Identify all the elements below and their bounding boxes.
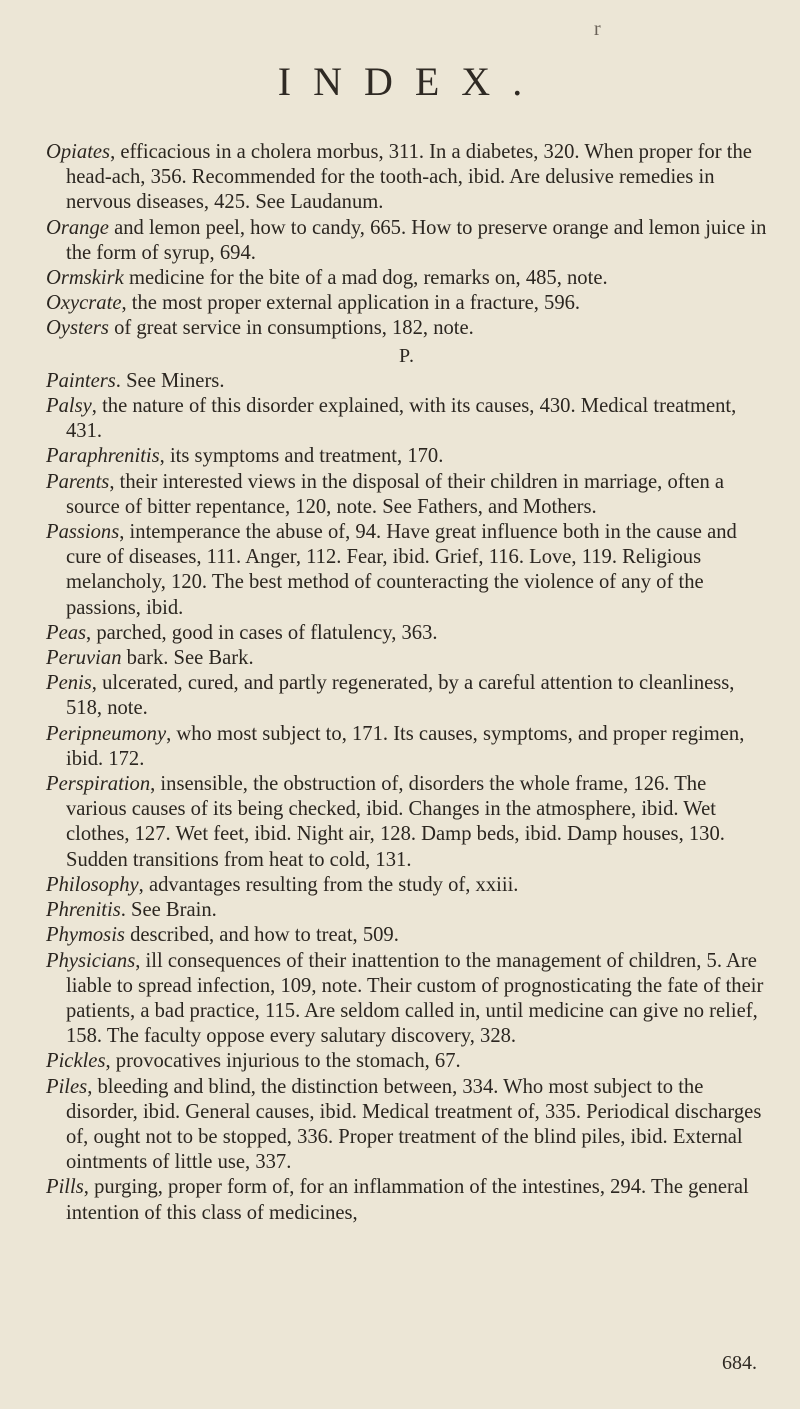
entry-headword: Peas xyxy=(46,621,87,644)
section-heading: P. xyxy=(399,344,415,367)
top-mark: r xyxy=(594,18,601,40)
entry-text: , insensible, the obstruction of, disorders the whole frame, 126. The various causes of its being checked, ibid. Changes in the atmosphere, ibid. Wet clothes, 127. Wet feet, ibid. Night air, 128. Damp beds, ibid. Damp houses, 130. Sudden transitions from heat to cold, 131. xyxy=(66,773,725,871)
index-entry xyxy=(46,291,768,316)
entry-text: , efficacious in a cholera morbus, 311. In a diabetes, 320. When proper for the head-ach, 356. Recommended for the tooth-ach, ibid. Are delusive remedies in nervous diseases, 425. See Laudanum. xyxy=(66,141,752,214)
entry-headword: Oysters xyxy=(46,317,109,340)
entry-headword: Oxycrate xyxy=(46,292,122,315)
entry-text: described, and how to treat, 509. xyxy=(124,924,399,947)
index-entry xyxy=(46,898,768,923)
entry-headword: Phymosis xyxy=(46,924,125,947)
index-entry xyxy=(46,772,768,873)
entry-headword: Pickles xyxy=(46,1050,106,1073)
entry-text: medicine for the bite of a mad dog, remarks on, 485, note. xyxy=(123,267,608,290)
page-header: INDEX. xyxy=(277,59,545,104)
entry-text: . See Miners. xyxy=(115,369,225,392)
entry-text: , the most proper external application in a fracture, 596. xyxy=(121,292,581,315)
entry-text: bark. See Bark. xyxy=(121,647,254,670)
entry-text: , intemperance the abuse of, 94. Have great influence both in the cause and cure of diseases, 111. Anger, 112. Fear, ibid. Grief, 116. Love, 119. Religious melancholy, 120. The best method of counteracting the violence of any of the passions, ibid. xyxy=(66,521,737,619)
entries-group-o xyxy=(46,140,768,342)
entry-headword: Perspiration xyxy=(46,773,151,796)
entry-text: , the nature of this disorder explained, with its causes, 430. Medical treatment, 431. xyxy=(66,395,737,443)
index-entry xyxy=(46,470,768,520)
entry-headword: Physicians xyxy=(46,949,136,972)
entry-headword: Peripneumony xyxy=(46,722,167,745)
index-entry xyxy=(46,216,768,266)
entries-group-p xyxy=(46,369,768,1226)
entry-headword: Penis xyxy=(46,672,92,695)
entry-text: , ulcerated, cured, and partly regenerated, by a careful attention to cleanliness, 518, note. xyxy=(66,672,735,720)
index-entry xyxy=(46,621,768,646)
index-entry xyxy=(46,1075,768,1176)
index-entry xyxy=(46,873,768,898)
entry-text: and lemon peel, how to candy, 665. How to preserve orange and lemon juice in the form of syrup, 694. xyxy=(66,216,767,264)
entry-headword: Opiates xyxy=(46,141,111,163)
entry-text: , advantages resulting from the study of, xxiii. xyxy=(138,873,519,896)
entry-text: , bleeding and blind, the distinction between, 334. Who most subject to the disorder, ibid. General causes, ibid. Medical treatment of, 335. Periodical discharges of, ought not to be stopped, 336. Proper treatment of the blind piles, ibid. External ointments of little use, 337. xyxy=(66,1075,762,1174)
entry-headword: Palsy xyxy=(46,395,92,418)
entry-text: , provocatives injurious to the stomach, 67. xyxy=(105,1050,461,1073)
index-entry xyxy=(46,394,768,444)
entry-headword: Pills xyxy=(46,1176,84,1199)
index-entry xyxy=(46,923,768,948)
index-entry xyxy=(46,369,768,394)
entry-headword: Painters xyxy=(46,369,116,392)
entry-text: , parched, good in cases of flatulency, 363. xyxy=(86,621,438,644)
entry-headword: Parents xyxy=(46,470,110,493)
entry-headword: Ormskirk xyxy=(46,267,124,290)
entry-headword: Peruvian xyxy=(46,647,122,670)
entry-text: , ill consequences of their inattention to the management of children, 5. Are liable to spread infection, 109, note. Their custom of prognosticating the fate of their patients, a bad practice, 115. Are seldom called in, until medicine can give no relief, 158. The faculty oppose every salutary discovery, 328. xyxy=(66,949,764,1048)
entry-headword: Piles xyxy=(46,1075,88,1098)
index-entry xyxy=(46,266,768,291)
entry-text: , their interested views in the disposal of their children in marriage, often a source of bitter repentance, 120, note. See Fathers, and Mothers. xyxy=(66,470,725,518)
index-entry xyxy=(46,1175,768,1225)
entry-headword: Phrenitis xyxy=(46,899,121,922)
entry-headword: Philosophy xyxy=(46,873,139,896)
index-entries xyxy=(46,140,768,1226)
entry-text: of great service in consumptions, 182, note. xyxy=(108,317,474,340)
index-entry xyxy=(46,1049,768,1074)
entry-headword: Orange xyxy=(46,216,109,239)
index-entry xyxy=(46,722,768,772)
entry-text: . See Brain. xyxy=(120,899,217,922)
index-entry xyxy=(46,444,768,469)
index-entry xyxy=(46,520,768,621)
entry-headword: Passions xyxy=(46,521,120,544)
page-number: 684. xyxy=(722,1352,757,1374)
index-entry xyxy=(46,316,768,341)
index-entry xyxy=(46,671,768,721)
entry-headword: Paraphrenitis xyxy=(46,445,160,468)
entry-text: , purging, proper form of, for an inflammation of the intestines, 294. The general intention of this class of medicines, xyxy=(66,1176,749,1224)
entry-text: , who most subject to, 171. Its causes, symptoms, and proper regimen, ibid. 172. xyxy=(66,722,745,770)
index-entry xyxy=(46,949,768,1050)
index-entry xyxy=(46,140,768,216)
entry-text: , its symptoms and treatment, 170. xyxy=(159,445,444,468)
index-entry xyxy=(46,646,768,671)
